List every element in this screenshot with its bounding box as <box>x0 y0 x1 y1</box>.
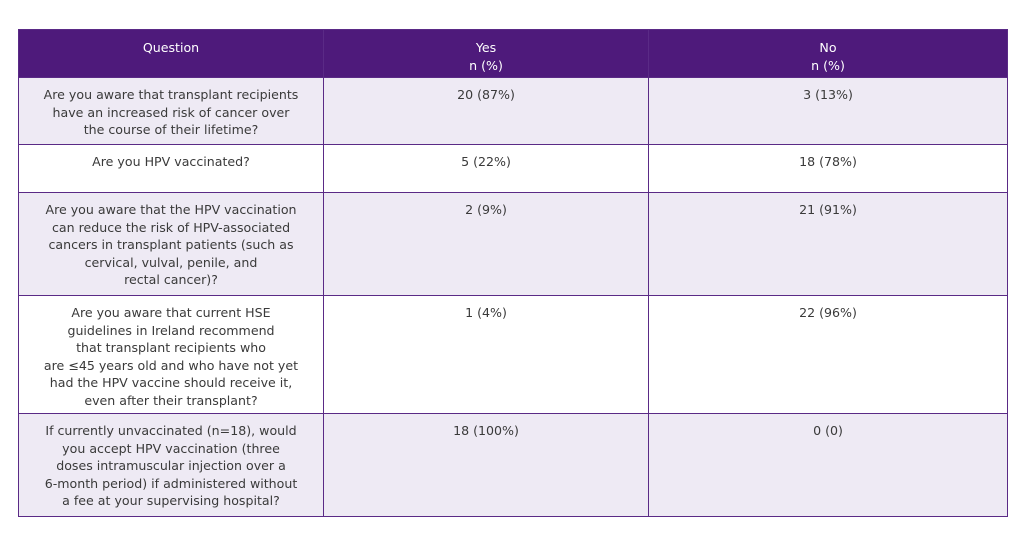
question-line: had the HPV vaccine should receive it, <box>49 375 293 390</box>
header-yes-label: Yes <box>475 40 497 55</box>
survey-table-container <box>18 29 1007 517</box>
table-row <box>19 296 1008 414</box>
header-no <box>649 30 1008 78</box>
question-line: even after their transplant? <box>84 392 258 408</box>
table-header-row <box>19 30 1008 78</box>
header-question <box>19 30 324 78</box>
question-line: a fee at your supervising hospital? <box>62 493 280 508</box>
question-line: you accept HPV vaccination (three <box>62 440 280 456</box>
yes-cell: 5 (22%) <box>324 145 649 193</box>
header-no-label: No <box>819 40 837 55</box>
yes-cell: 20 (87%) <box>324 78 649 145</box>
question-line: guidelines in Ireland recommend <box>67 322 275 338</box>
question-cell <box>19 296 324 414</box>
yes-cell: 1 (4%) <box>324 296 649 414</box>
no-cell: 0 (0) <box>649 414 1008 517</box>
question-cell <box>19 193 324 296</box>
question-line: doses intramuscular injection over a <box>56 458 286 473</box>
survey-results-table <box>18 29 1008 517</box>
header-no-unit: n (%) <box>811 57 845 73</box>
question-line: the course of their lifetime? <box>83 122 259 137</box>
question-line: Are you aware that transplant recipients <box>43 87 299 102</box>
question-line: If currently unvaccinated (n=18), would <box>45 423 297 438</box>
question-line: that transplant recipients who <box>76 340 266 355</box>
header-question-label: Question <box>142 40 200 55</box>
question-line: Are you HPV vaccinated? <box>92 154 250 169</box>
table-row <box>19 414 1008 517</box>
no-cell: 22 (96%) <box>649 296 1008 414</box>
question-cell <box>19 78 324 145</box>
table-row <box>19 78 1008 145</box>
question-line: can reduce the risk of HPV-associated <box>51 219 291 235</box>
header-yes-unit: n (%) <box>469 57 503 73</box>
question-line: Are you aware that the HPV vaccination <box>45 202 297 217</box>
no-cell: 3 (13%) <box>649 78 1008 145</box>
no-cell: 21 (91%) <box>649 193 1008 296</box>
question-line: are ≤45 years old and who have not yet <box>43 357 299 373</box>
question-line: have an increased risk of cancer over <box>52 104 290 120</box>
question-line: rectal cancer)? <box>124 272 218 287</box>
yes-cell: 18 (100%) <box>324 414 649 517</box>
table-row <box>19 145 1008 193</box>
no-cell: 18 (78%) <box>649 145 1008 193</box>
table-row <box>19 193 1008 296</box>
question-cell <box>19 145 324 193</box>
question-line: Are you aware that current HSE <box>71 305 271 320</box>
header-yes <box>324 30 649 78</box>
question-line: cervical, vulval, penile, and <box>84 254 258 270</box>
yes-cell: 2 (9%) <box>324 193 649 296</box>
question-cell <box>19 414 324 517</box>
question-line: 6-month period) if administered without <box>44 475 298 491</box>
question-line: cancers in transplant patients (such as <box>48 237 294 252</box>
